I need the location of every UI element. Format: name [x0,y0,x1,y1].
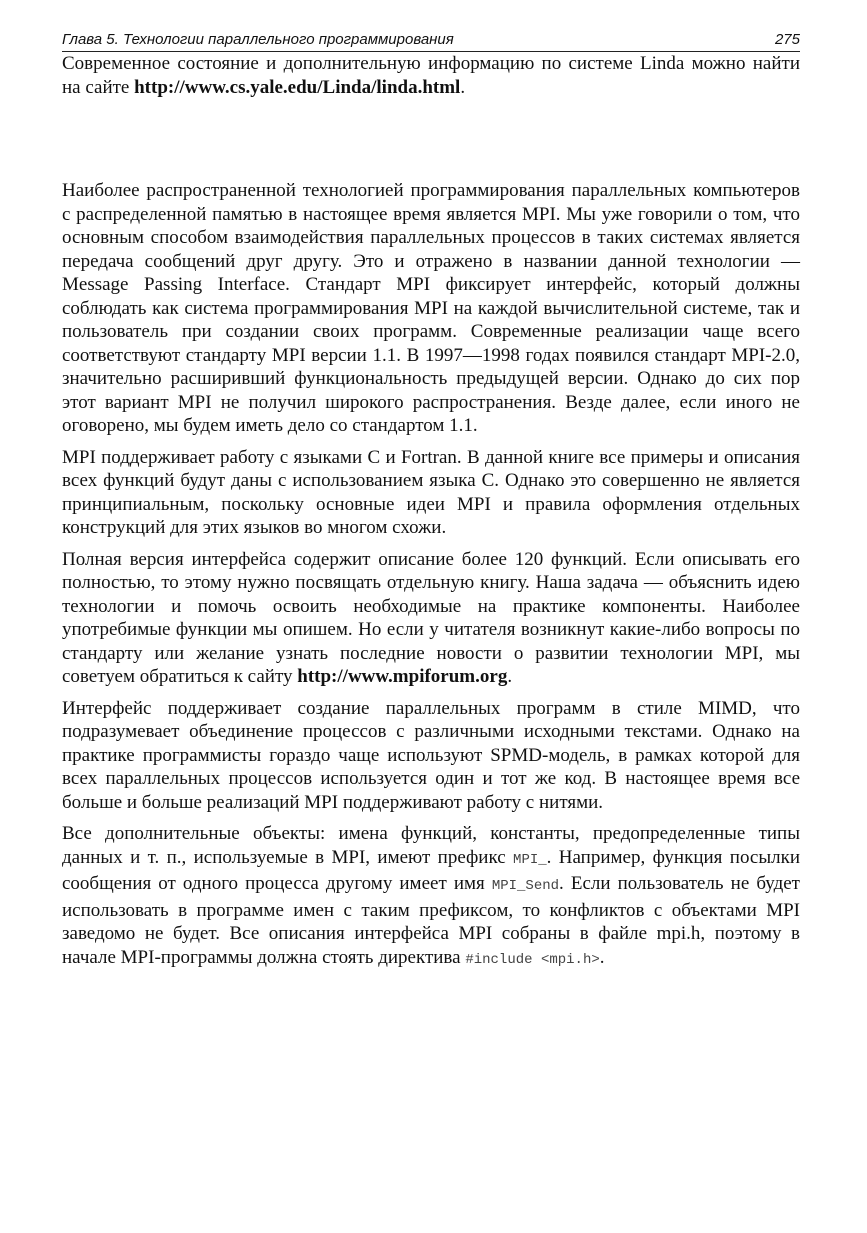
prefix-text-3: . Если пользователь не будет использовать в программе имен с таким префиксом, то конфликтов с объектами MPI заведомо не будет. Все описания интерфейса MPI собраны в файле mpi.h, поэтому в начале MPI-программы должна стоять директива [62,873,800,968]
intro-text: Современное состояние и дополнительную информацию по системе Linda можно найти на сайте [62,53,800,98]
prefix-text-1: Все дополнительные объекты: имена функций, константы, предопределенные типы данных и т. п., используемые в MPI, имеют префикс [62,823,800,868]
prefix-text-2: . Например, функция посылки сообщения от одного процесса другому имеет имя [62,846,800,894]
page-body [62,52,800,972]
page-number: 275 [774,31,800,48]
prefix-end: . [599,946,605,968]
section-gap [62,107,800,179]
book-page [62,30,800,980]
code-mpi-send: MPI_Send [491,878,560,894]
paragraph-mpi-overview: Наиболее распространенной технологией программирования параллельных компьютеров с распределенной памятью в настоящее время является MPI. Мы уже говорили о том, что основным способом взаимодействия параллельных процессов в таких системах является передача сообщений друг другу. Это и отражено в названии данной технологии — Message Passing Interface. Стандарт MPI фиксирует интерфейс, который должны соблюдать как система программирования MPI на каждой вычислительной системе, так и пользователь при создании своих программ. Современные реализации чаще всего соответствуют стандарту MPI версии 1.1. В 1997—1998 годах появился стандарт MPI-2.0, значительно расширивший функциональность предыдущей версии. Однако до сих пор этот вариант MPI не получил широкого распространения. Везде далее, если иного не оговорено, мы будем иметь дело со стандартом 1.1. [62,180,800,436]
linda-url-link[interactable]: http://www.cs.yale.edu/Linda/linda.html [134,76,461,98]
paragraph-mpi-prefix [62,822,800,972]
running-head [62,30,800,52]
paragraph-mpi-languages: MPI поддерживает работу с языками C и Fortran. В данной книге все примеры и описания всех функций будут даны с использованием языка C. Однако это совершенно не является принципиальным, поскольку основные идеи MPI и правила оформления отдельных конструкций для этих языков во многом схожи. [62,446,800,538]
functions-end: . [507,666,513,687]
code-mpi-prefix: MPI_ [513,851,547,868]
code-include-directive: #include <mpi.h> [465,951,600,968]
chapter-title: Глава 5. Технологии параллельного программирования [62,31,454,48]
paragraph-mpi-functions [62,548,800,689]
mpiforum-url-link[interactable]: http://www.mpiforum.org [297,666,508,687]
functions-text: Полная версия интерфейса содержит описание более 120 функций. Если описывать его полностью, то этому нужно посвящать отдельную книгу. Наша задача — объяснить идею технологии и помочь освоить необходимые на практике компоненты. Наиболее употребимые функции мы опишем. Но если у читателя возникнут какие-либо вопросы по стандарту или желание узнать последние новости о развитии технологии MPI, мы советуем обратиться к сайту [62,548,800,687]
intro-paragraph [62,52,800,99]
intro-end: . [460,76,466,98]
paragraph-mimd-spmd: Интерфейс поддерживает создание параллельных программ в стиле MIMD, что подразумевает объединение процессов с различными исходными текстами. Однако на практике программисты гораздо чаще используют SPMD-модель, в рамках которой для всех параллельных процессов используется один и тот же код. В настоящее время все больше и больше реализаций MPI поддерживают работу с нитями. [62,697,800,813]
